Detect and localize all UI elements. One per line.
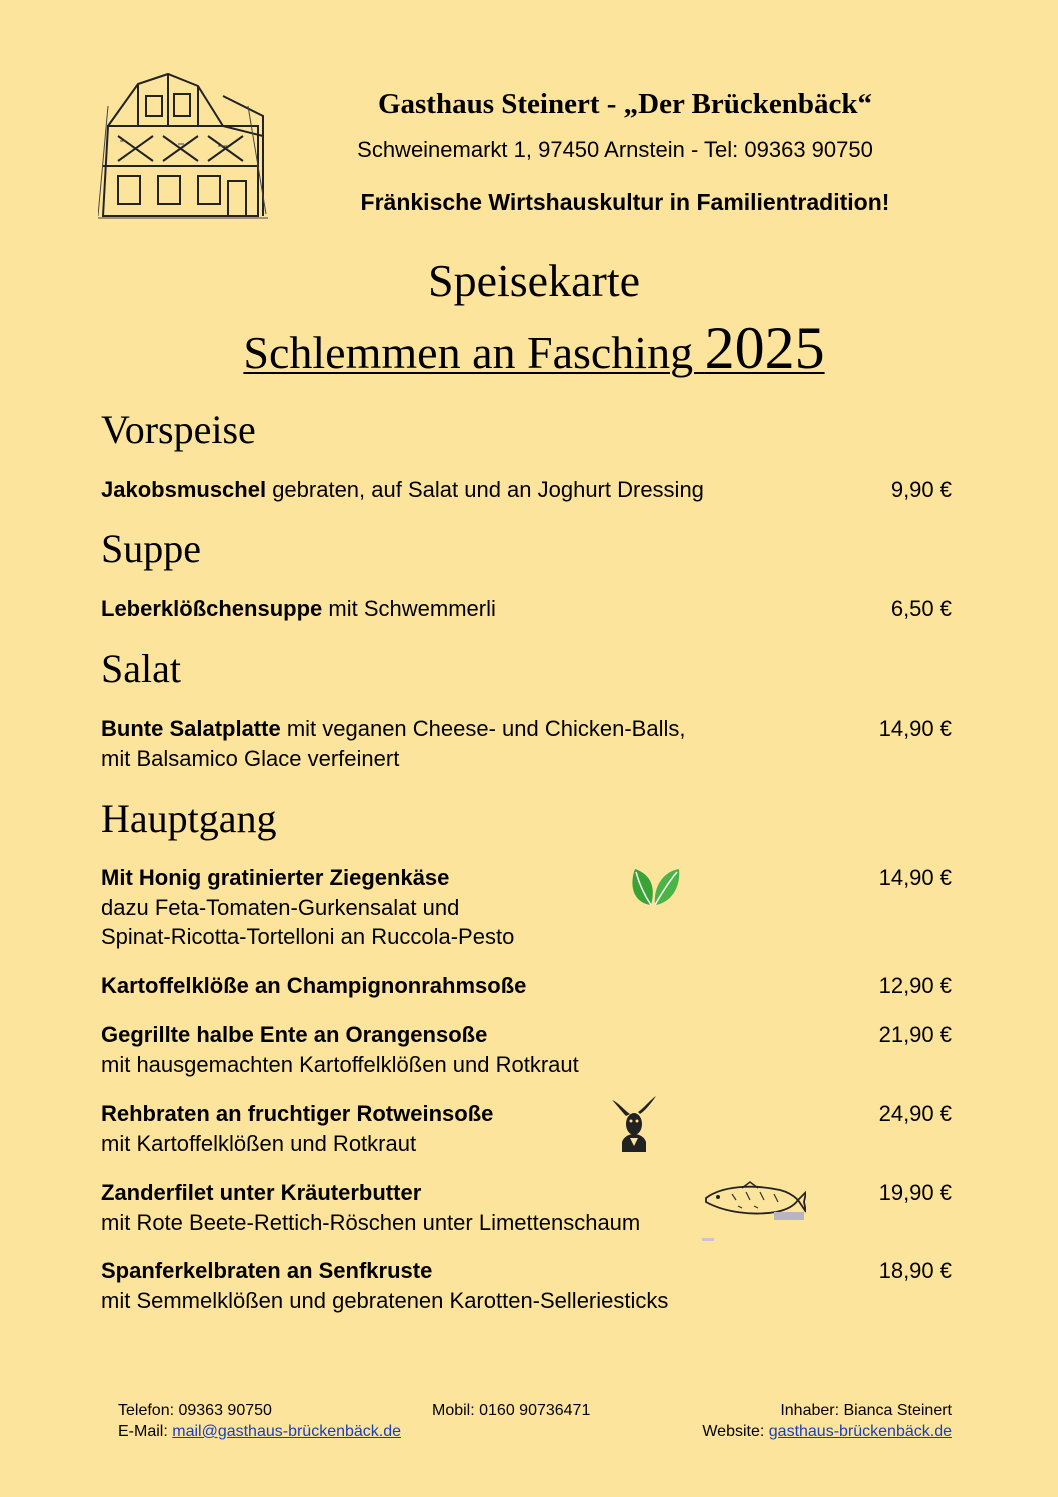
item-description-line2: mit Balsamico Glace verfeinert (101, 745, 400, 771)
item-price: 14,90 € (878, 716, 952, 741)
item-price: 12,90 € (878, 973, 952, 998)
email-link[interactable]: mail@gasthaus-brückenbäck.de (172, 1423, 402, 1440)
item-name: Leberklößchensuppe (101, 596, 323, 621)
item-price: 21,90 € (878, 1022, 952, 1047)
item-price: 18,90 € (878, 1258, 952, 1283)
footer-website (702, 1421, 952, 1442)
website-link[interactable]: gasthaus-brückenbäck.de (768, 1423, 952, 1440)
menu-item (101, 1020, 801, 1079)
item-price: 9,90 € (890, 477, 952, 502)
item-description: gebraten, auf Salat und an Joghurt Dressing (266, 477, 704, 502)
item-price: 19,90 € (878, 1180, 952, 1205)
item-name: Bunte Salatplatte (101, 716, 281, 741)
fish-icon (702, 1180, 806, 1242)
item-price: 14,90 € (878, 865, 952, 890)
menu-subtitle-text: Schlemmen an Fasching (243, 327, 705, 378)
item-description: mit veganen Cheese- und Chicken-Balls, (280, 716, 686, 741)
vegetarian-leaf-icon (629, 863, 681, 909)
item-description-line2: mit hausgemachten Kartoffelklößen und Rotkraut (101, 1051, 579, 1077)
item-description-line2: mit Rote Beete-Rettich-Röschen unter Limettenschaum (101, 1209, 641, 1235)
section-title-salat: Salat (101, 646, 181, 691)
menu-item (101, 594, 801, 624)
item-description-line2: mit Kartoffelklößen und Rotkraut (101, 1130, 417, 1156)
footer-email-label: E-Mail: (118, 1423, 173, 1440)
menu-item (101, 863, 801, 952)
item-description-line2: mit Semmelklößen und gebratenen Karotten-Selleriesticks (101, 1287, 669, 1313)
item-description-line3: Spinat-Ricotta-Tortelloni an Ruccola-Pesto (101, 924, 515, 949)
deer-icon (608, 1092, 660, 1154)
item-price: 6,50 € (890, 596, 952, 621)
footer-email (118, 1421, 401, 1442)
section-title-vorspeise: Vorspeise (101, 407, 256, 452)
menu-item (101, 971, 801, 1001)
restaurant-name: Gasthaus Steinert - „Der Brückenbäck“ (377, 88, 873, 120)
menu-item (101, 1256, 801, 1315)
menu-item (101, 1178, 801, 1237)
section-title-suppe: Suppe (101, 526, 201, 571)
item-description: mit Schwemmerli (322, 596, 496, 621)
menu-item (101, 714, 801, 773)
footer-website-label: Website: (702, 1423, 769, 1440)
item-price: 24,90 € (878, 1101, 952, 1126)
footer-phone: Telefon: 09363 90750 (118, 1402, 272, 1419)
item-name: Zanderfilet unter Kräuterbutter (101, 1180, 422, 1205)
menu-title: Speisekarte (427, 255, 641, 306)
menu-subtitle (0, 315, 1058, 386)
restaurant-address: Schweinemarkt 1, 97450 Arnstein - Tel: 09363 90750 (357, 137, 873, 162)
section-title-hauptgang: Hauptgang (101, 796, 277, 841)
footer-mobile: Mobil: 0160 90736471 (432, 1402, 591, 1419)
tagline: Fränkische Wirtshauskultur in Familientradition! (360, 189, 890, 215)
item-name: Rehbraten an fruchtiger Rotweinsoße (101, 1101, 494, 1126)
menu-item (101, 1099, 801, 1158)
item-name: Mit Honig gratinierter Ziegenkäse (101, 865, 450, 890)
item-name: Gegrillte halbe Ente an Orangensoße (101, 1022, 488, 1047)
item-name: Spanferkelbraten an Senfkruste (101, 1258, 433, 1283)
half-timbered-house-icon (98, 66, 268, 222)
footer-owner: Inhaber: Bianca Steinert (780, 1402, 952, 1419)
menu-subtitle-underline (243, 315, 825, 381)
menu-year: 2025 (704, 315, 825, 381)
item-name: Kartoffelklöße an Champignonrahmsoße (101, 973, 527, 998)
item-name: Jakobsmuschel (101, 477, 267, 502)
menu-item (101, 475, 801, 505)
item-description-line2: dazu Feta-Tomaten-Gurkensalat und (101, 894, 460, 920)
